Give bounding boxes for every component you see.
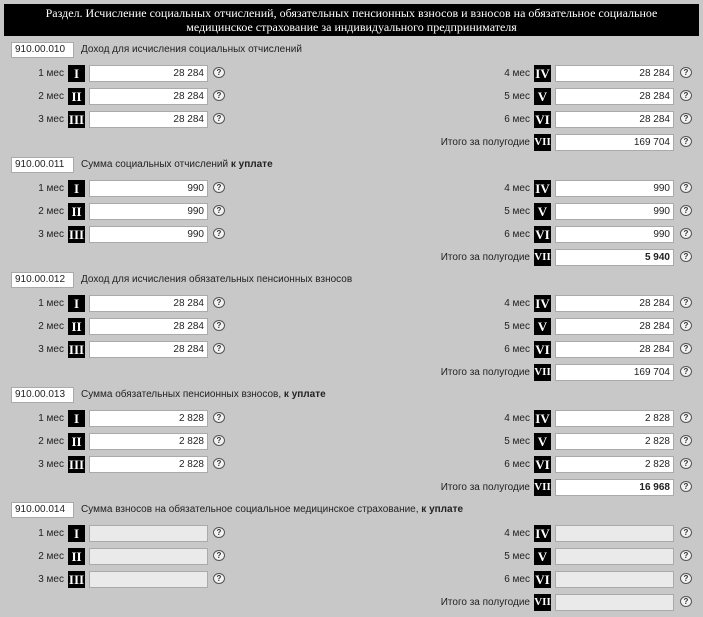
section-title-bold: к уплате — [230, 159, 273, 170]
header-line-2: медицинское страхование за индивидуального предпринимателя — [186, 20, 517, 34]
section-code: 910.00.013 — [11, 387, 74, 403]
roman-numeral-marker: IV — [535, 66, 550, 81]
section-title-text: Доход для исчисления обязательных пенсионных взносов — [81, 274, 353, 285]
roman-numeral-marker: I — [68, 180, 85, 197]
roman-numeral-marker: VII — [534, 594, 551, 611]
month-4-value-field[interactable]: 28 284 — [555, 65, 674, 82]
month-label: 5 мес — [504, 206, 530, 217]
roman-numeral-marker: VI — [535, 342, 550, 357]
month-label: 6 мес — [504, 344, 530, 355]
month-label: 2 мес — [38, 551, 64, 562]
help-tooltip-icon[interactable]: ? — [680, 527, 692, 538]
month-label: 4 мес — [504, 413, 530, 424]
month-4-value-field[interactable]: 28 284 — [555, 295, 674, 312]
help-tooltip-icon[interactable]: ? — [680, 412, 692, 423]
month-label: 5 мес — [504, 91, 530, 102]
month-5-value-field[interactable]: 2 828 — [555, 433, 674, 450]
roman-numeral-marker: V — [534, 433, 551, 450]
month-label: 4 мес — [504, 528, 530, 539]
section-title-text: Доход для исчисления социальных отчислений — [81, 44, 302, 55]
help-tooltip-icon[interactable]: ? — [213, 550, 225, 561]
month-label: 5 мес — [504, 436, 530, 447]
month-2-value-field[interactable]: 2 828 — [89, 433, 208, 450]
help-tooltip-icon[interactable]: ? — [213, 228, 225, 239]
month-1-value-field[interactable]: 2 828 — [89, 410, 208, 427]
roman-numeral-marker: V — [534, 548, 551, 565]
month-label: 3 мес — [38, 574, 64, 585]
help-tooltip-icon[interactable]: ? — [680, 182, 692, 193]
section-code: 910.00.014 — [11, 502, 74, 518]
help-tooltip-icon[interactable]: ? — [213, 182, 225, 193]
form-section — [0, 272, 703, 387]
roman-numeral-marker: II — [68, 318, 85, 335]
month-label: 2 мес — [38, 436, 64, 447]
help-tooltip-icon[interactable]: ? — [680, 297, 692, 308]
section-title-text: Сумма взносов на обязательное социальное медицинское страхование, — [81, 504, 422, 515]
month-label: 1 мес — [38, 413, 64, 424]
roman-numeral-marker: V — [534, 203, 551, 220]
help-tooltip-icon[interactable]: ? — [213, 67, 225, 78]
total-label: Итого за полугодие — [440, 367, 530, 378]
month-label: 4 мес — [504, 298, 530, 309]
help-tooltip-icon[interactable]: ? — [213, 297, 225, 308]
month-6-value-field[interactable] — [555, 571, 674, 588]
total-label: Итого за полугодие — [440, 597, 530, 608]
month-label: 1 мес — [38, 68, 64, 79]
section-title — [81, 274, 352, 285]
roman-numeral-marker: VI — [535, 572, 550, 587]
roman-numeral-marker: VI — [535, 227, 550, 242]
month-label: 5 мес — [504, 551, 530, 562]
month-1-value-field[interactable]: 28 284 — [89, 65, 208, 82]
help-tooltip-icon[interactable]: ? — [680, 136, 692, 147]
half-year-total-field[interactable]: 5 940 — [555, 249, 674, 266]
month-label: 6 мес — [504, 229, 530, 240]
help-tooltip-icon[interactable]: ? — [680, 251, 692, 262]
month-3-value-field[interactable]: 28 284 — [89, 341, 208, 358]
month-5-value-field[interactable]: 990 — [555, 203, 674, 220]
month-5-value-field[interactable] — [555, 548, 674, 565]
month-6-value-field[interactable]: 28 284 — [555, 341, 674, 358]
month-label: 6 мес — [504, 574, 530, 585]
help-tooltip-icon[interactable]: ? — [213, 573, 225, 584]
section-code: 910.00.012 — [11, 272, 74, 288]
roman-numeral-marker: V — [534, 318, 551, 335]
month-2-value-field[interactable]: 28 284 — [89, 88, 208, 105]
help-tooltip-icon[interactable]: ? — [680, 205, 692, 216]
help-tooltip-icon[interactable]: ? — [213, 343, 225, 354]
roman-numeral-marker: I — [68, 410, 85, 427]
half-year-total-field[interactable]: 169 704 — [555, 134, 674, 151]
roman-numeral-marker: III — [68, 342, 85, 357]
month-label: 2 мес — [38, 206, 64, 217]
month-1-value-field[interactable]: 28 284 — [89, 295, 208, 312]
month-4-value-field[interactable]: 990 — [555, 180, 674, 197]
section-title — [81, 44, 302, 55]
roman-numeral-marker: V — [534, 88, 551, 105]
roman-numeral-marker: I — [68, 525, 85, 542]
month-label: 3 мес — [38, 229, 64, 240]
section-title-text: Сумма социальных отчислений — [81, 159, 231, 170]
total-label: Итого за полугодие — [440, 252, 530, 263]
roman-numeral-marker: IV — [535, 296, 550, 311]
roman-numeral-marker: III — [68, 457, 85, 472]
month-label: 2 мес — [38, 91, 64, 102]
form-section — [0, 157, 703, 272]
month-label: 1 мес — [38, 528, 64, 539]
section-title — [81, 504, 463, 515]
help-tooltip-icon[interactable]: ? — [680, 366, 692, 377]
half-year-total-field[interactable] — [555, 594, 674, 611]
section-title-bold: к уплате — [421, 504, 464, 515]
month-label: 4 мес — [504, 183, 530, 194]
help-tooltip-icon[interactable]: ? — [213, 320, 225, 331]
help-tooltip-icon[interactable]: ? — [213, 205, 225, 216]
section-code: 910.00.011 — [11, 157, 74, 173]
month-label: 4 мес — [504, 68, 530, 79]
section-title-text: Сумма обязательных пенсионных взносов, — [81, 389, 284, 400]
help-tooltip-icon[interactable]: ? — [680, 458, 692, 469]
month-5-value-field[interactable]: 28 284 — [555, 318, 674, 335]
half-year-total-field[interactable]: 16 968 — [555, 479, 674, 496]
roman-numeral-marker: III — [68, 112, 85, 127]
help-tooltip-icon[interactable]: ? — [680, 320, 692, 331]
month-label: 3 мес — [38, 344, 64, 355]
month-label: 2 мес — [38, 321, 64, 332]
roman-numeral-marker: II — [68, 433, 85, 450]
help-tooltip-icon[interactable]: ? — [213, 527, 225, 538]
month-label: 3 мес — [38, 114, 64, 125]
form-section — [0, 387, 703, 502]
help-tooltip-icon[interactable]: ? — [213, 458, 225, 469]
roman-numeral-marker: IV — [535, 526, 550, 541]
form-section — [0, 502, 703, 617]
help-tooltip-icon[interactable]: ? — [680, 343, 692, 354]
month-label: 5 мес — [504, 321, 530, 332]
roman-numeral-marker: II — [68, 203, 85, 220]
month-6-value-field[interactable]: 990 — [555, 226, 674, 243]
help-tooltip-icon[interactable]: ? — [680, 573, 692, 584]
month-label: 1 мес — [38, 183, 64, 194]
roman-numeral-marker: VI — [535, 457, 550, 472]
roman-numeral-marker: VII — [534, 249, 551, 266]
month-5-value-field[interactable]: 28 284 — [555, 88, 674, 105]
roman-numeral-marker: I — [68, 65, 85, 82]
roman-numeral-marker: VII — [534, 479, 551, 496]
help-tooltip-icon[interactable]: ? — [213, 435, 225, 446]
help-tooltip-icon[interactable]: ? — [680, 113, 692, 124]
roman-numeral-marker: III — [68, 572, 85, 587]
month-2-value-field[interactable]: 990 — [89, 203, 208, 220]
month-4-value-field[interactable]: 2 828 — [555, 410, 674, 427]
roman-numeral-marker: VI — [535, 112, 550, 127]
month-6-value-field[interactable]: 2 828 — [555, 456, 674, 473]
section-title — [81, 389, 326, 400]
roman-numeral-marker: II — [68, 88, 85, 105]
month-label: 3 мес — [38, 459, 64, 470]
header-line-1: Раздел. Исчисление социальных отчислений, обязательных пенсионных взносов и взносов на обязательное социальное — [45, 6, 658, 20]
help-tooltip-icon[interactable]: ? — [680, 67, 692, 78]
help-tooltip-icon[interactable]: ? — [680, 228, 692, 239]
form-section — [0, 42, 703, 157]
section-header — [4, 4, 699, 36]
section-title-bold: к уплате — [283, 389, 326, 400]
help-tooltip-icon[interactable]: ? — [680, 481, 692, 492]
help-tooltip-icon[interactable]: ? — [680, 435, 692, 446]
roman-numeral-marker: VII — [534, 134, 551, 151]
roman-numeral-marker: IV — [535, 181, 550, 196]
section-title — [81, 159, 273, 170]
total-label: Итого за полугодие — [440, 137, 530, 148]
month-2-value-field[interactable]: 28 284 — [89, 318, 208, 335]
month-2-value-field[interactable] — [89, 548, 208, 565]
help-tooltip-icon[interactable]: ? — [213, 90, 225, 101]
roman-numeral-marker: III — [68, 227, 85, 242]
total-label: Итого за полугодие — [440, 482, 530, 493]
roman-numeral-marker: VII — [534, 364, 551, 381]
month-3-value-field[interactable]: 2 828 — [89, 456, 208, 473]
month-1-value-field[interactable]: 990 — [89, 180, 208, 197]
half-year-total-field[interactable]: 169 704 — [555, 364, 674, 381]
month-6-value-field[interactable]: 28 284 — [555, 111, 674, 128]
month-1-value-field[interactable] — [89, 525, 208, 542]
month-label: 6 мес — [504, 114, 530, 125]
help-tooltip-icon[interactable]: ? — [680, 596, 692, 607]
help-tooltip-icon[interactable]: ? — [680, 90, 692, 101]
month-label: 6 мес — [504, 459, 530, 470]
month-3-value-field[interactable] — [89, 571, 208, 588]
section-code: 910.00.010 — [11, 42, 74, 58]
month-3-value-field[interactable]: 28 284 — [89, 111, 208, 128]
help-tooltip-icon[interactable]: ? — [680, 550, 692, 561]
roman-numeral-marker: IV — [535, 411, 550, 426]
month-4-value-field[interactable] — [555, 525, 674, 542]
help-tooltip-icon[interactable]: ? — [213, 113, 225, 124]
month-label: 1 мес — [38, 298, 64, 309]
roman-numeral-marker: II — [68, 548, 85, 565]
roman-numeral-marker: I — [68, 295, 85, 312]
month-3-value-field[interactable]: 990 — [89, 226, 208, 243]
help-tooltip-icon[interactable]: ? — [213, 412, 225, 423]
